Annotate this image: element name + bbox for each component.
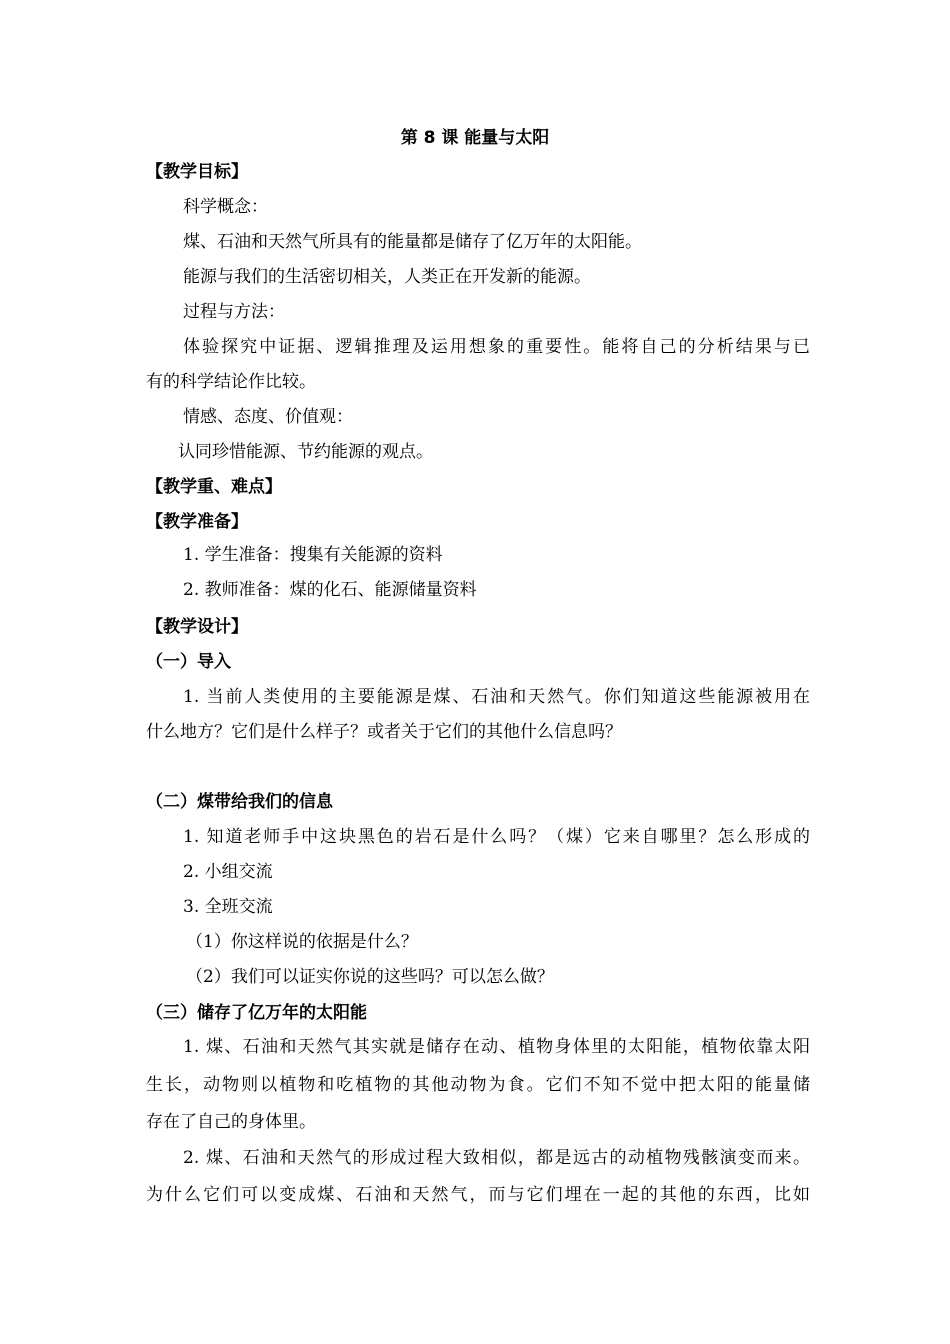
process-line-2: 有的科学结论作比较。 (146, 372, 316, 392)
concept-1: 煤、石油和天然气所具有的能量都是储存了亿万年的太阳能。 (183, 232, 642, 252)
process-line-1: 体验探究中证据、逻辑推理及运用想象的重要性。能将自己的分析结果与已 (183, 337, 810, 357)
part2-item-3: 3. 全班交流 (183, 897, 273, 917)
science-concept-label: 科学概念： (183, 197, 268, 217)
key-points-heading: 【教学重、难点】 (146, 477, 282, 497)
part2-item-1: 1. 知道老师手中这块黑色的岩石是什么吗？（煤）它来自哪里？怎么形成的 (183, 827, 810, 847)
part3-p1-line-1: 1. 煤、石油和天然气其实就是储存在动、植物身体里的太阳能，植物依靠太阳 (183, 1037, 810, 1057)
part3-p2-line-1: 2. 煤、石油和天然气的形成过程大致相似，都是远古的动植物残骸演变而来。 (183, 1148, 810, 1168)
part3-p2-line-2: 为什么它们可以变成煤、石油和天然气，而与它们埋在一起的其他的东西，比如 (146, 1185, 810, 1205)
prep-item-2: 2. 教师准备：煤的化石、能源储量资料 (183, 580, 477, 600)
part3-p1-line-2: 生长，动物则以植物和吃植物的其他动物为食。它们不知不觉中把太阳的能量储 (146, 1075, 810, 1095)
part3-p1-line-3: 存在了自己的身体里。 (146, 1112, 316, 1132)
part1-line-1: 1. 当前人类使用的主要能源是煤、石油和天然气。你们知道这些能源被用在 (183, 687, 810, 707)
part3-heading: （三）储存了亿万年的太阳能 (146, 1003, 367, 1023)
part2-item-2: 2. 小组交流 (183, 862, 273, 882)
design-heading: 【教学设计】 (146, 617, 248, 637)
objectives-heading: 【教学目标】 (146, 162, 248, 182)
part1-line-2: 什么地方？它们是什么样子？或者关于它们的其他什么信息吗？ (146, 722, 622, 742)
attitude-text: 认同珍惜能源、节约能源的观点。 (178, 442, 433, 462)
part2-heading: （二）煤带给我们的信息 (146, 792, 333, 812)
preparation-heading: 【教学准备】 (146, 512, 248, 532)
prep-item-1: 1. 学生准备：搜集有关能源的资料 (183, 545, 443, 565)
process-method-label: 过程与方法： (183, 302, 285, 322)
concept-2: 能源与我们的生活密切相关，人类正在开发新的能源。 (183, 267, 591, 287)
page-title: 第 8 课 能量与太阳 (400, 128, 550, 148)
part2-sub-1: （1）你这样说的依据是什么？ (186, 932, 418, 952)
part1-heading: （一）导入 (146, 652, 231, 672)
attitude-label: 情感、态度、价值观： (183, 407, 353, 427)
part2-sub-2: （2）我们可以证实你说的这些吗？可以怎么做？ (186, 967, 554, 987)
